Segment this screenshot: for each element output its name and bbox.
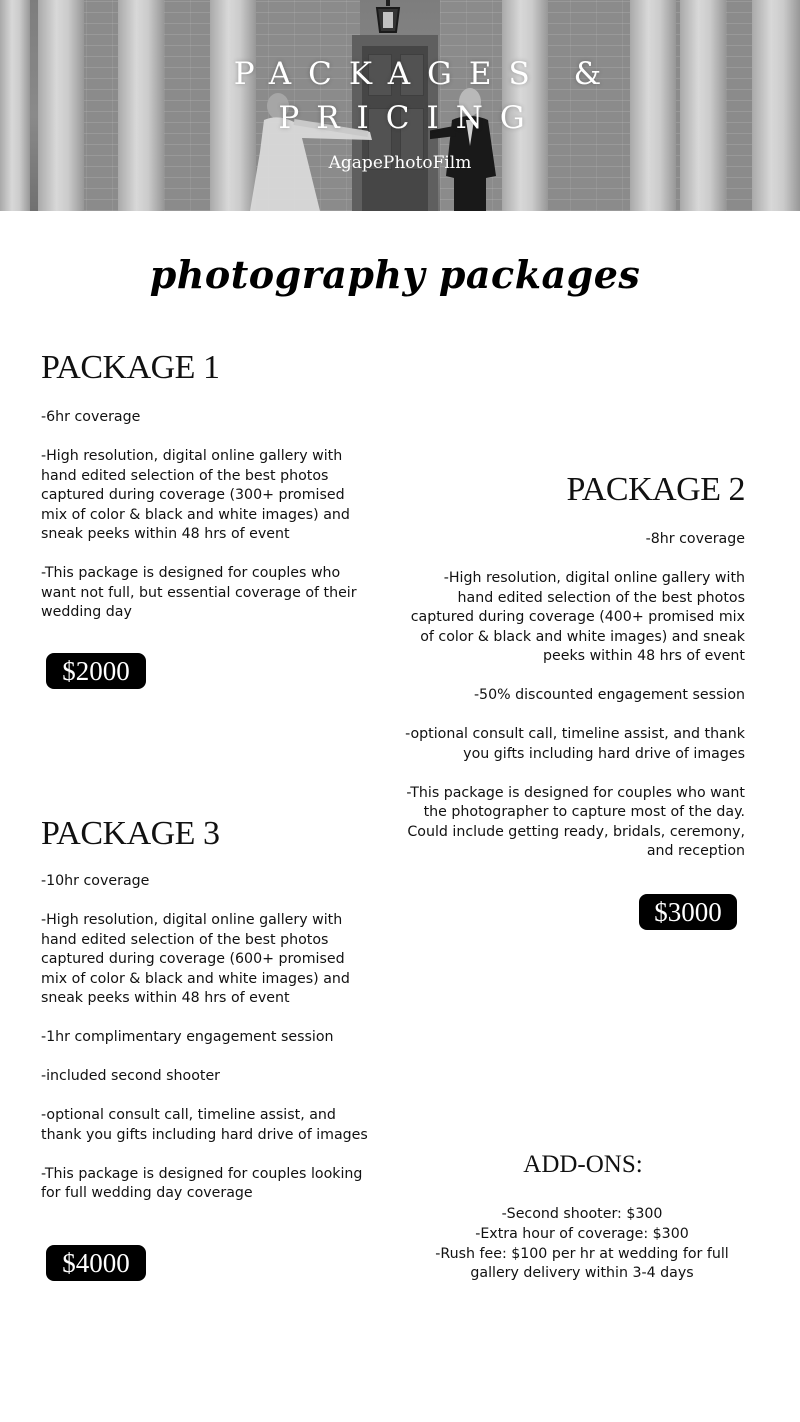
- package-2-item: -8hr coverage: [645, 531, 745, 547]
- package-3-item: -1hr complimentary engagement session: [41, 1029, 334, 1045]
- package-1-details: [41, 408, 371, 642]
- package-1-price: $2000: [46, 653, 146, 689]
- package-1-item: -6hr coverage: [41, 409, 141, 425]
- package-2-price: $3000: [639, 894, 737, 930]
- package-3-item: -This package is designed for couples looking for full wedding day coverage: [41, 1165, 363, 1201]
- package-3-title: PACKAGE 3: [41, 815, 220, 852]
- package-3-details: [41, 872, 371, 1223]
- package-2-item: -High resolution, digital online gallery with hand edited selection of the best photos captured during coverage (400+ promised mix of color & black and white images) and sneak peeks within 48 hrs of event: [410, 570, 745, 664]
- package-3-price: $4000: [46, 1245, 146, 1281]
- package-1-item: -High resolution, digital online gallery with hand edited selection of the best photos captured during coverage (300+ promised mix of color & black and white images) and sneak peeks within 48 hrs of event: [41, 448, 350, 542]
- package-3-item: -10hr coverage: [41, 873, 150, 889]
- addon-item: -Rush fee: $100 per hr at wedding for full gallery delivery within 3-4 days: [435, 1245, 729, 1282]
- page-title-line1: PACKAGES &: [233, 56, 619, 92]
- package-3-item: -included second shooter: [41, 1068, 221, 1084]
- package-3-item: -High resolution, digital online gallery with hand edited selection of the best photos captured during coverage (600+ promised mix of color & black and white images) and sneak peeks within 48 hrs of event: [41, 912, 350, 1006]
- package-2-details: [405, 530, 745, 881]
- addons-list: [432, 1205, 732, 1284]
- page-title: [0, 52, 800, 140]
- addons-title: ADD-ONS:: [523, 1151, 643, 1178]
- addon-item: -Extra hour of coverage: $300: [475, 1225, 689, 1242]
- page-title-line2: PRICING: [278, 100, 542, 136]
- package-2-item: -optional consult call, timeline assist, and thank you gifts including hard drive of images: [405, 726, 745, 762]
- package-2-item: -50% discounted engagement session: [473, 687, 745, 703]
- section-heading: photography packages: [149, 252, 641, 297]
- brand-name: AgapePhotoFilm: [328, 153, 472, 173]
- package-1-title: PACKAGE 1: [41, 349, 220, 386]
- package-2-item: -This package is designed for couples who want the photographer to capture most of the day. Could include getting ready, bridals, ceremony, and reception: [406, 784, 745, 859]
- package-3-item: -optional consult call, timeline assist, and thank you gifts including hard drive of images: [41, 1107, 368, 1143]
- addon-item: -Second shooter: $300: [501, 1206, 663, 1222]
- hero-banner: [0, 0, 800, 211]
- package-2-title: PACKAGE 2: [566, 471, 745, 508]
- package-1-item: -This package is designed for couples who want not full, but essential coverage of their wedding day: [41, 565, 357, 620]
